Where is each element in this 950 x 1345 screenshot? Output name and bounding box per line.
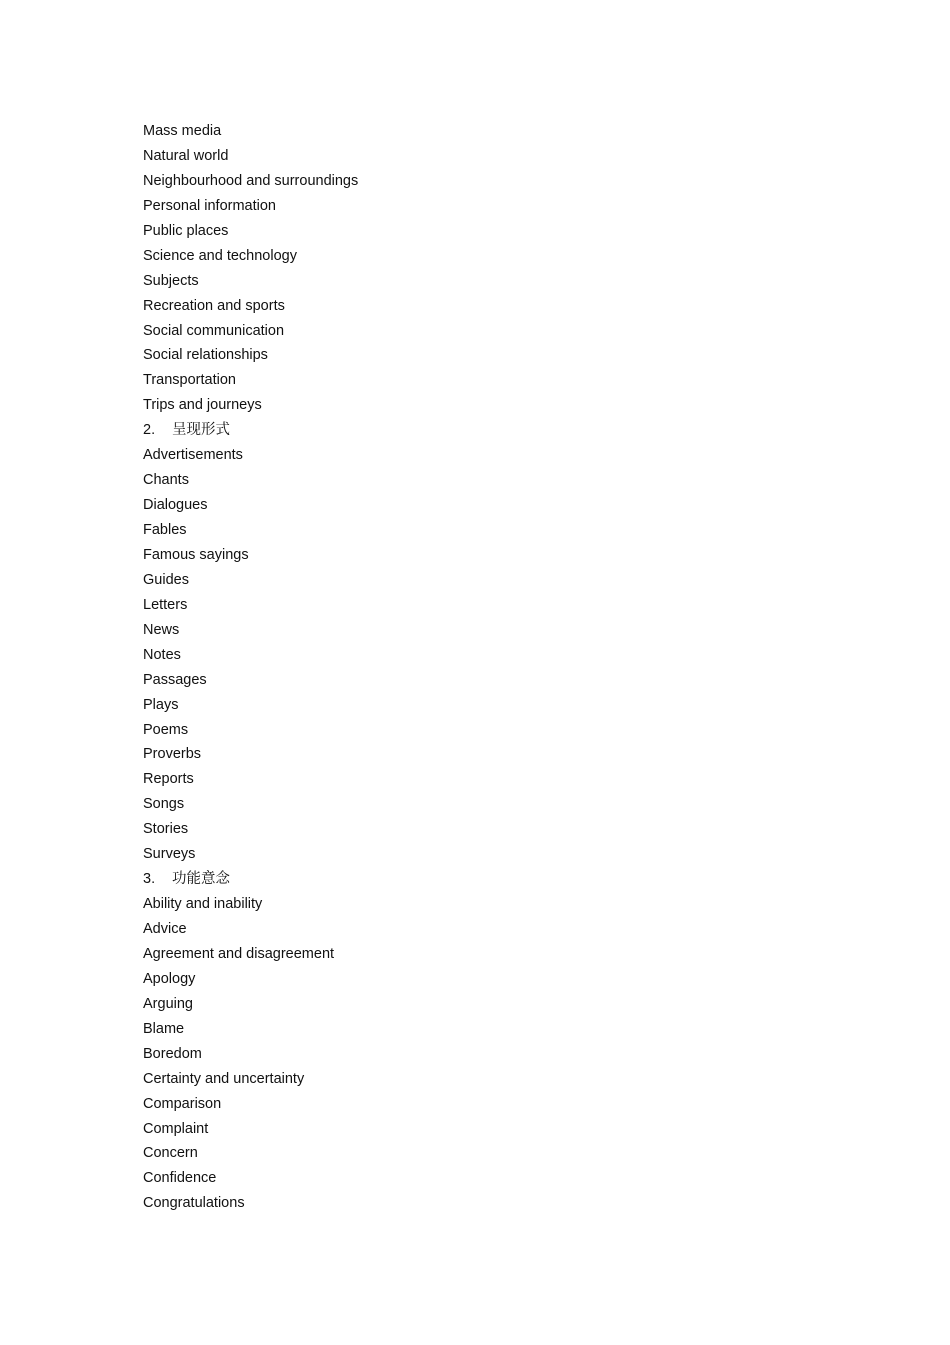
list-item: Blame [143, 1020, 185, 1037]
list-item: Guides [143, 571, 189, 588]
list-item: Neighbourhood and surroundings [143, 172, 359, 189]
list-item: Passages [143, 671, 207, 688]
list-item: Science and technology [143, 247, 297, 264]
list-item: Proverbs [143, 746, 202, 763]
list-item: Natural world [143, 147, 229, 164]
list-item: Social communication [143, 322, 285, 339]
section-title: 呈现形式 [172, 422, 230, 439]
section-number: 2. [143, 422, 156, 439]
list-item: Advertisements [143, 447, 243, 464]
list-item: Chants [143, 472, 189, 489]
list-item: Stories [143, 821, 189, 838]
list-item: Boredom [143, 1045, 202, 1062]
list-item: Arguing [143, 995, 193, 1012]
list-item: Recreation and sports [143, 297, 285, 314]
list-item: Fables [143, 522, 187, 538]
list-item: Notes [143, 646, 181, 663]
list-item: Mass media [143, 123, 222, 139]
list-item: News [143, 621, 180, 638]
section-number: 3. [143, 871, 156, 888]
list-item: Public places [143, 222, 229, 239]
section-title: 功能意念 [172, 871, 230, 888]
section-heading-2 [143, 420, 358, 445]
list-item: Transportation [143, 372, 236, 389]
list-item: Letters [143, 596, 188, 613]
list-item: Surveys [143, 846, 196, 863]
section-heading-3 [143, 869, 358, 894]
list-item: Songs [143, 796, 185, 813]
list-item: Social relationships [143, 347, 268, 364]
list-item: Personal information [143, 197, 276, 214]
list-item: Apology [143, 970, 196, 987]
list-item: Complaint [143, 1120, 209, 1137]
list-item: Certainty and uncertainty [143, 1070, 305, 1087]
list-item: Poems [143, 721, 189, 738]
list-item: Reports [143, 771, 194, 788]
list-item: Famous sayings [143, 546, 249, 563]
list-item: Advice [143, 921, 187, 937]
list-item: Dialogues [143, 497, 208, 514]
list-item: Ability and inability [143, 896, 263, 913]
list-item: Trips and journeys [143, 397, 262, 414]
list-item: Agreement and disagreement [143, 945, 335, 962]
list-item: Confidence [143, 1170, 217, 1187]
list-item: Subjects [143, 272, 199, 289]
list-item: Concern [143, 1145, 198, 1162]
list-item: Congratulations [143, 1195, 245, 1212]
document-list [143, 121, 358, 1218]
list-item: Comparison [143, 1095, 222, 1112]
list-item: Plays [143, 696, 179, 713]
